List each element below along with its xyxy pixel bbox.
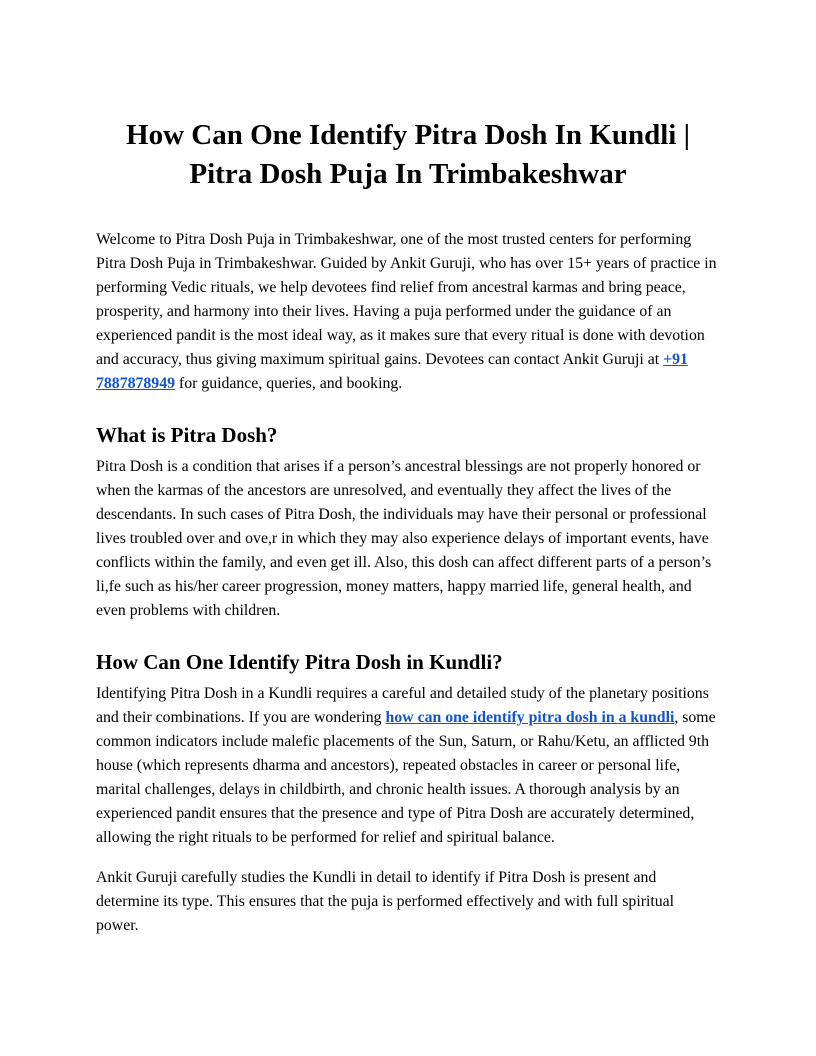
intro-text-after: for guidance, queries, and booking. — [174, 375, 403, 392]
identify-text-before: Identifying Pitra Dosh in a Kundli requires a careful and detailed study of the planetary positions and their combinations. If you are wondering — [96, 685, 709, 726]
intro-paragraph — [96, 228, 720, 396]
intro-text-before: Welcome to Pitra Dosh Puja in Trimbakeshwar, one of the most trusted centers for performing Pitra Dosh Puja in Trimbakeshwar. Guided by Ankit Guruji, who has over 15+ years of practice in performing Vedic rituals, we help devotees find relief from ancestral karmas and bring peace, prosperity, and harmony into their lives. Having a puja performed under the guidance of an experienced pandit is the most ideal way, as it makes sure that every ritual is done with devotion and accuracy, thus giving maximum spiritual gains. Devotees can contact Ankit Guruji at — [96, 231, 717, 368]
identify-pitra-dosh-link[interactable]: how can one identify pitra dosh in a kundli — [385, 709, 675, 726]
page-title — [96, 0, 720, 194]
title-line-1: How Can One Identify Pitra Dosh In Kundli | — [126, 119, 690, 151]
identify-text-after: , some common indicators include malefic placements of the Sun, Saturn, or Rahu/Ketu, an afflicted 9th house (which represents dharma and ancestors), repeated obstacles in career or personal life, marital challenges, delays in childbirth, and chronic health issues. A thorough analysis by an experienced pandit ensures that the presence and type of Pitra Dosh are accurately determined, allowing the right rituals to be performed for relief and spiritual balance. — [96, 709, 716, 846]
section-paragraph-what-is-pitra-dosh: Pitra Dosh is a condition that arises if a person’s ancestral blessings are not properly honored or when the karmas of the ancestors are unresolved, and eventually they affect the lives of the descendants. In such cases of Pitra Dosh, the individuals may have their personal or professional lives troubled over and ove,r in which they may also experience delays of important events, have conflicts within the family, and even get ill. Also, this dosh can affect different parts of a person’s li,fe such as his/her career progression, money matters, happy married life, general health, and even problems with children. — [96, 458, 712, 619]
phone-link[interactable]: +91 7887878949 — [96, 351, 688, 392]
guruji-paragraph: Ankit Guruji carefully studies the Kundli in detail to identify if Pitra Dosh is present and determine its type. This ensures that the puja is performed effectively and with full spiritual power. — [96, 869, 675, 934]
title-line-2: Pitra Dosh Puja In Trimbakeshwar — [189, 158, 627, 190]
section-heading-identify-pitra-dosh: How Can One Identify Pitra Dosh in Kundli? — [96, 650, 503, 674]
section-paragraph-identify-pitra-dosh — [96, 682, 720, 850]
section-heading-what-is-pitra-dosh: What is Pitra Dosh? — [96, 423, 278, 447]
